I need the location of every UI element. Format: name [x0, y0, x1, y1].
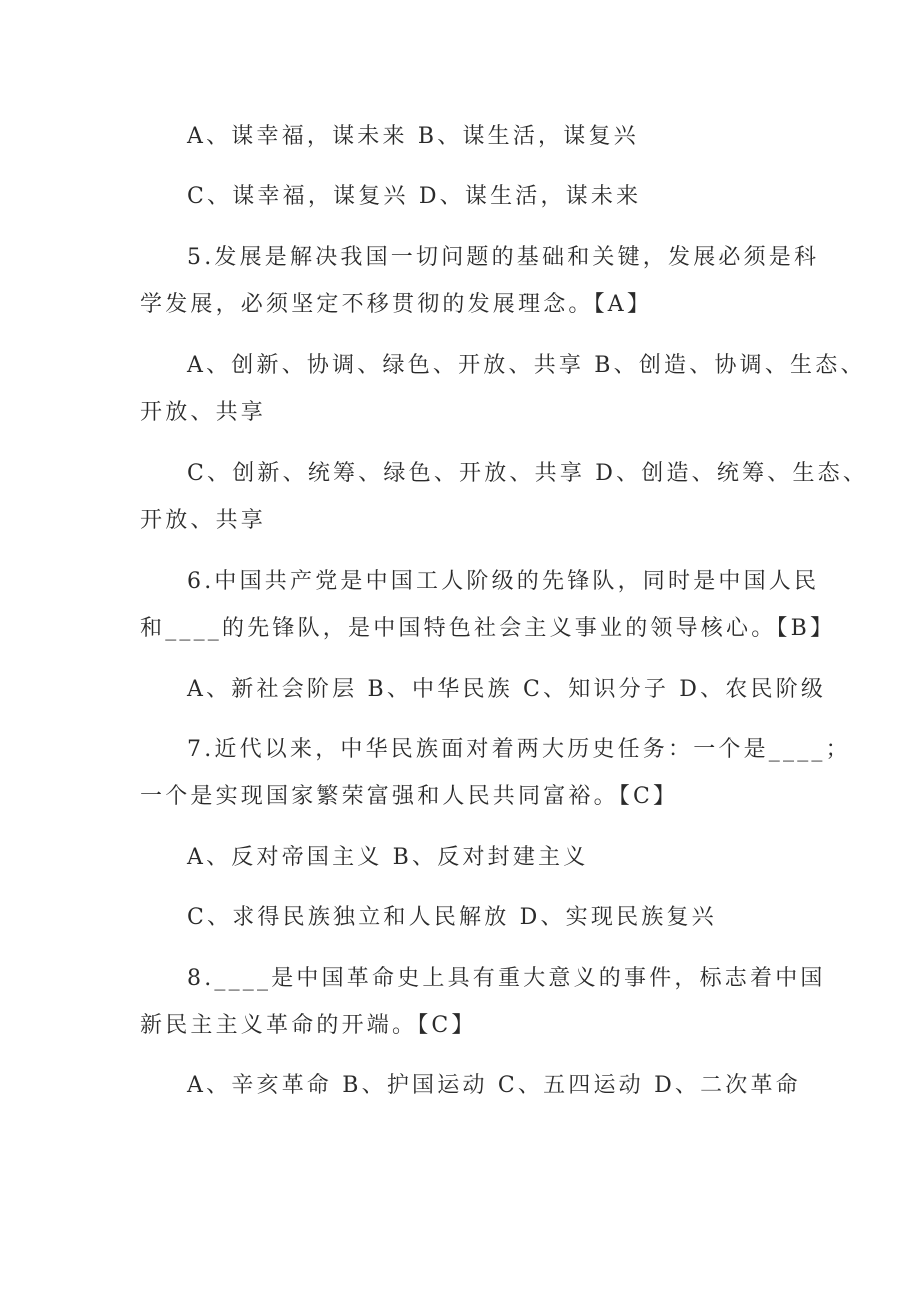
question-5-line-2: 学发展，必须坚定不移贯彻的发展理念。【A】 [140, 292, 653, 317]
question-5-line-1: 5.发展是解决我国一切问题的基础和关键，发展必须是科 [187, 245, 820, 270]
options-line: 开放、共享 [140, 400, 267, 425]
options-line: A、反对帝国主义 B、反对封建主义 [187, 845, 589, 870]
question-6-line-1: 6.中国共产党是中国工人阶级的先锋队，同时是中国人民 [187, 569, 820, 594]
options-line: 开放、共享 [140, 508, 267, 533]
options-line: A、谋幸福，谋未来 B、谋生活，谋复兴 [187, 124, 639, 149]
options-line: A、创新、协调、绿色、开放、共享 B、创造、协调、生态、 [187, 353, 866, 378]
options-line: C、谋幸福，谋复兴 D、谋生活，谋未来 [187, 184, 642, 209]
question-8-line-2: 新民主主义革命的开端。【C】 [140, 1013, 477, 1038]
options-line: A、新社会阶层 B、中华民族 C、知识分子 D、农民阶级 [187, 677, 827, 702]
question-8-line-1: 8.____是中国革命史上具有重大意义的事件，标志着中国 [187, 966, 826, 991]
options-line: A、辛亥革命 B、护国运动 C、五四运动 D、二次革命 [187, 1073, 801, 1098]
options-line: C、创新、统筹、绿色、开放、共享 D、创造、统筹、生态、 [187, 461, 869, 486]
question-7-line-1: 7.近代以来，中华民族面对着两大历史任务：一个是____； [187, 737, 851, 762]
options-line: C、求得民族独立和人民解放 D、实现民族复兴 [187, 905, 717, 930]
question-6-line-2: 和____的先锋队，是中国特色社会主义事业的领导核心。【B】 [140, 616, 836, 641]
question-7-line-2: 一个是实现国家繁荣富强和人民共同富裕。【C】 [140, 784, 679, 809]
